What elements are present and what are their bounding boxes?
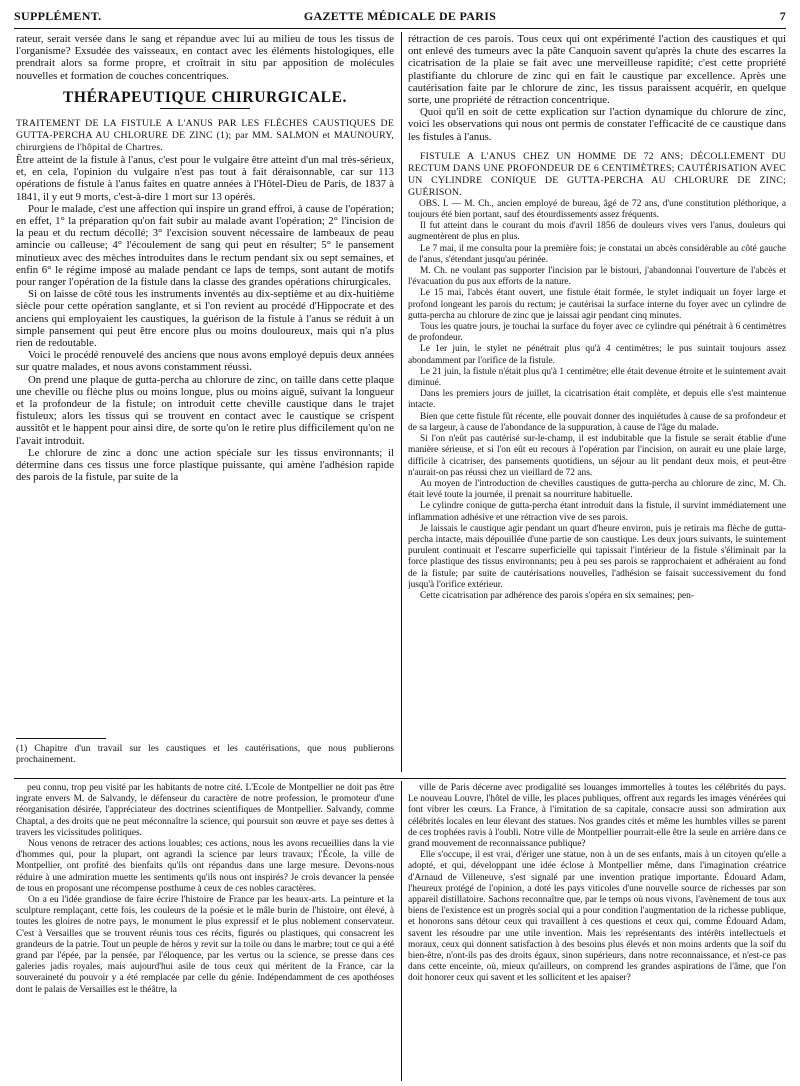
title-rule xyxy=(160,108,250,109)
feuilleton-paragraph: Elle s'occupe, il est vrai, d'ériger une statue, non à un de ses enfants, mais à un citoyen qu'elle a adopté, et qui, développant une idée éclose à Montpellier même, dans l'imagination créatrice d'Arnaud de Villeneuve, s'est signalé par une invention pratique importante. Édouard Adam, l'heureux protégé de l'opinion, a doté les pays viticoles d'une nouvelle source de richesses par son appareil distillatoire. Sachons reconnaître que, par le temps où nous vivons, l'avènement de tous aux biens de l'existence est un progrès social qui a pour condition l'augmentation de la richesse publique, et honorons sans détour ceux qui travaillent à ces questions et ceux qui, comme Édouard Adam, savent les résoudre par une utile invention. Mais les représentants des intérêts intellectuels et moraux, ceux qui donnent satisfaction à des besoins plus élevés et non moins ardents que la soif du bien-être, n'ont-ils pas des droits égaux, sinon supérieurs, dans notre reconnaissance, et n'est-ce pas dans cette enceinte, où, mieux qu'ailleurs, on comprend les grandes aspirations de l'âme, que l'on doit honorer ceux qui savent et les sollicitent et les apaiser? xyxy=(408,850,786,984)
footnote-rule xyxy=(16,738,106,739)
section-title: THÉRAPEUTIQUE CHIRURGICALE. xyxy=(62,88,348,106)
article-paragraph: Si on laisse de côté tous les instruments inventés au dix-septième et au dix-huitième siècle pour cette opération sanglante, et si l'on revient au procédé d'Hippocrate et des anciens qui employaient les caustiques, la guérison de la fistule à l'anus se réduit à un simple pansement qui peut être encore plus ou moins douloureux, mais qui n'a plus rien de redoutable. xyxy=(16,288,394,350)
header-supplement: SUPPLÉMENT. xyxy=(14,9,102,23)
column-top-left xyxy=(16,33,394,735)
article-heading: TRAITEMENT DE LA FISTULE A L'ANUS PAR LES FLÈCHES CAUSTIQUES DE GUTTA-PERCHA AU CHLORURE DE ZINC (1); par MM. SALMON et MAUNOURY, chirurgiens de l'hôpital de Chartres. xyxy=(16,118,394,154)
case-paragraph: Le 15 mai, l'abcès étant ouvert, une fistule était formée, le stylet indiquait un foyer large et profond longeant les parois du rectum; je cautérisai la surface interne du foyer avec un cylindre de gutta-percha au chlorure de zinc que je laissai agir pendant cinq minutes. xyxy=(408,288,786,321)
case-paragraph: OBS. I. — M. Ch., ancien employé de bureau, âgé de 72 ans, d'une constitution pléthorique, a toujours été bien portant, sauf des étourdissements assez fréquents. xyxy=(408,198,786,221)
feuilleton-rule xyxy=(14,778,786,779)
article-body xyxy=(16,154,394,483)
article-paragraph: Quoi qu'il en soit de cette explication sur l'action dynamique du chlorure de zinc, voici les observations qui nous ont permis de constater l'efficacité de ce caustique dans les fistules à l'anus. xyxy=(408,106,786,143)
case-paragraph: Je laissais le caustique agir pendant un quart d'heure environ, puis je retirais ma flèche de gutta-percha intacte, mais dépouillée d'une partie de son caustique. Les deux jours suivants, le suintement purulent continuait et l'escarre superficielle qui tapissait l'intérieur de la fistule s'éliminait par la force plastique des tissus environnants; peu à peu ses parois se rapprochaient et adhéraient au fond de la fistule; par suite de cautérisations nouvelles, l'adhésion se faisait successivement du fond jusqu'à l'orifice extérieur. xyxy=(408,523,786,590)
feuilleton-paragraph: peu connu, trop peu visité par les habitants de notre cité. L'École de Montpellier ne doit pas être ingrate envers M. de Salvandy, le défenseur du caractère de notre profession, le promoteur d'une réorganisation désirée, l'appréciateur des doctrines scientifiques de Montpellier. Salvandy, comme Chaptal, a des droits que ne peut méconnaître la science, qui poursuit son œuvre et paye ses dettes à travers les vicissitudes politiques. xyxy=(16,783,394,838)
case-paragraph: Tous les quatre jours, je touchai la surface du foyer avec ce cylindre qui pénétrait à 6 centimètres de profondeur. xyxy=(408,322,786,344)
header-page-number: 7 xyxy=(779,9,786,23)
feuilleton-paragraph: Nous venons de retracer des actions louables; ces actions, nous les avons recueillies dans la vie d'hommes qui, pour la plupart, ont agrandi la science par leurs travaux; l'École, la ville de Montpellier, ont profité des bienfaits qu'ils ont répandus dans une large mesure. Devons-nous réduire à une admiration muette les sentiments qu'ils nous ont inspirés? Je crois devancer la pensée de tous en proposant une récompense posthume à ceux de ces nobles caractères. xyxy=(16,839,394,894)
case-paragraph: Il fut atteint dans le courant du mois d'avril 1856 de douleurs vives vers l'anus, douleurs qui augmentèrent de plus en plus. xyxy=(408,221,786,243)
footnote: (1) Chapitre d'un travail sur les caustiques et les cautérisations, que nous publierons prochainement. xyxy=(16,743,394,765)
case-paragraph: Au moyen de l'introduction de chevilles caustiques de gutta-percha au chlorure de zinc, M. Ch. était levé toute la journée, il prenait sa nourriture habituelle. xyxy=(408,478,786,501)
case-paragraph: Le 1er juin, le stylet ne pénétrait plus qu'à 4 centimètres; le pus suintait toujours assez abondamment par l'orifice de la fistule. xyxy=(408,344,786,366)
article-paragraph: Être atteint de la fistule à l'anus, c'est pour le vulgaire être atteint d'un mal très-sérieux, et, en cela, l'opinion du vulgaire n'est pas tout à fait déraisonnable, car sur 113 opérations de fistule à l'anus faites en quatre années à l'Hôtel-Dieu de Paris, de 1837 à 1841, il y eut 9 morts, c'est-à-dire 1 mort sur 13 opérés. xyxy=(16,154,394,203)
page-header xyxy=(14,9,786,25)
intro-paragraph: rateur, serait versée dans le sang et répandue avec lui au milieu de tous les tissus de l'organisme? Exsudée des vaisseaux, en contact avec les éléments histologiques, elle prendrait alors sa forme propre, et croîtrait in situ par apposition de molécules nouvelles et formation de couches concentriques. xyxy=(16,33,394,82)
case-paragraph: Le cylindre conique de gutta-percha étant introduit dans la fistule, il survint immédiatement une inflammation adhésive et une rétraction vive de ses parois. xyxy=(408,501,786,523)
case-paragraph: Cette cicatrisation par adhérence des parois s'opéra en six semaines; pen- xyxy=(420,590,694,601)
case-paragraph: M. Ch. ne voulant pas supporter l'incision par le bistouri, j'abandonnai l'ouverture de l'abcès et l'évacuation du pus aux efforts de la nature. xyxy=(408,266,786,288)
header-rule xyxy=(14,28,786,29)
article-paragraph: On prend une plaque de gutta-percha au chlorure de zinc, on taille dans cette plaque une cheville ou flèche plus ou moins longue, plus ou moins aiguë, suivant la longueur et la profondeur de la fistule; on introduit cette cheville caustique dans le trajet fistuleux; alors les tissus qui se trouvent en contact avec le caustique se crispent aussitôt et le happent pour ainsi dire, de sorte qu'on le retire plus difficilement qu'on ne l'avait introduit. xyxy=(16,373,394,447)
column-divider-top xyxy=(401,32,402,772)
column-bottom-right xyxy=(408,783,786,1081)
case-body xyxy=(408,199,786,602)
column-divider-bottom xyxy=(401,781,402,1081)
case-paragraph: Si l'on n'eût pas cautérisé sur-le-champ, il est indubitable que la fistule se serait établie d'une manière sérieuse, et si l'on eût eu recours à l'opération par l'incision, on aurait eu une plaie large, difficile à cicatriser, des pansements quotidiens, un séjour au lit pendant deux mois, et peut-être n'aurait-on pas réussi chez un vieillard de 72 ans. xyxy=(408,434,786,478)
column-top-right xyxy=(408,33,786,775)
feuilleton-paragraph: ville de Paris décerne avec prodigalité ses louanges immortelles à toutes les célébrités du pays. Le nouveau Louvre, l'hôtel de ville, les places publiques, offrent aux regards les images vénérées qui font vibrer les cœurs. La France, à l'imitation de sa capitale, consacre aussi son admiration aux célébrités locales en leur élevant des statues. Nos grandes cités et même les humbles villes se parent de ces trophées ravis à l'oubli. Notre ville de Montpellier pourrait-elle être la seule en arrière dans ce grand mouvement de reconnaissance publique? xyxy=(408,783,786,850)
case-paragraph: Dans les premiers jours de juillet, la cicatrisation était complète, et depuis elle s'est maintenue intacte. xyxy=(408,389,786,411)
feuilleton-paragraph: On a eu l'idée grandiose de faire écrire l'histoire de France par les beaux-arts. La peinture et la sculpture remplaçant, cette fois, les couleurs de la poésie et le mâle burin de l'histoire, ont élevé, à toutes les gloires de notre pays, le monument le plus expressif et le plus noblement conservateur. C'est à Versailles que se trouvent réunis tous ces récits, figurés ou plastiques, qui consacrent les grandeurs de la patrie. Tout un peuple de héros y revit sur la toile ou dans le marbre; tout ce qui a été grand par l'épée, par la pensée, par l'éloquence, par les vertus ou la science, se presse dans ces galeries jadis royales, mais aujourd'hui asile de tous ceux qui méritent de la France, car la souveraineté du pouvoir y a été remplacée par celle du génie. Indépendamment de ces apothéoses dont le palais de Versailles est le théâtre, la xyxy=(16,895,394,995)
case-paragraph: Le 7 mai, il me consulta pour la première fois; je constatai un abcès considérable au côté gauche de l'anus, s'étendant jusqu'au périnée. xyxy=(408,243,786,265)
case-heading: FISTULE A L'ANUS CHEZ UN HOMME DE 72 ANS; DÉCOLLEMENT DU RECTUM DANS UNE PROFONDEUR DE 6 CENTIMÈTRES; CAUTÉRISATION AVEC UN CYLINDRE CONIQUE DE GUTTA-PERCHA AU CHLORURE DE ZINC; GUÉRISON. xyxy=(408,150,786,198)
header-journal-title: GAZETTE MÉDICALE DE PARIS xyxy=(303,9,497,23)
article-paragraph: Le chlorure de zinc a donc une action spéciale sur les tissus environnants; il détermine dans ces tissus une force plastique puissante, qui amène l'adhésion rapide des parois de la fistule, par suite de la xyxy=(16,446,394,484)
case-paragraph: Le 21 juin, la fistule n'était plus qu'à 1 centimètre; elle était devenue étroite et le suintement avait diminué. xyxy=(408,366,786,389)
article-paragraph: rétraction de ces parois. Tous ceux qui ont expérimenté l'action des caustiques et qui ont enlevé des tumeurs avec la pâte Canquoin savent qu'après la chute des escarres la cicatrisation de la plaie se fait avec une merveilleuse rapidité; c'est cette propriété plastifiante du chlorure de zinc qui en fait le caustique par excellence. Après une cautérisation faite par le chlorure de zinc, les tissus paraissent acquérir, en quelque sorte, une propriété de rétraction concentrique. xyxy=(408,33,786,107)
case-paragraph: Bien que cette fistule fût récente, elle pouvait donner des inquiétudes à cause de sa profondeur et de sa largeur, à cause de l'abondance de la suppuration, à cause de l'âge du malade. xyxy=(408,411,786,433)
column-bottom-left xyxy=(16,783,394,1081)
article-paragraph: Pour le malade, c'est une affection qui inspire un grand effroi, à cause de l'opération; en effet, 1° la préparation qu'on fait subir au malade avant l'opération; 2° l'incision de la peau et du rectum décollé; 3° l'excision souvent nécessaire de lambeaux de peau amincie ou calleuse; 4° l'écoulement de sang qui peut en résulter; 5° le pansement minutieux avec des mèches introduites dans le rectum pendant six ou sept semaines, et enfin 6° le régime imposé au malade pendant ce laps de temps, sont autant de motifs pour ranger l'opération de la fistule dans la classe des grandes opérations chirurgicales. xyxy=(16,202,394,289)
article-paragraph: Voici le procédé renouvelé des anciens que nous avons employé depuis deux années sur quatre malades, et nous avons constamment réussi. xyxy=(16,349,394,374)
